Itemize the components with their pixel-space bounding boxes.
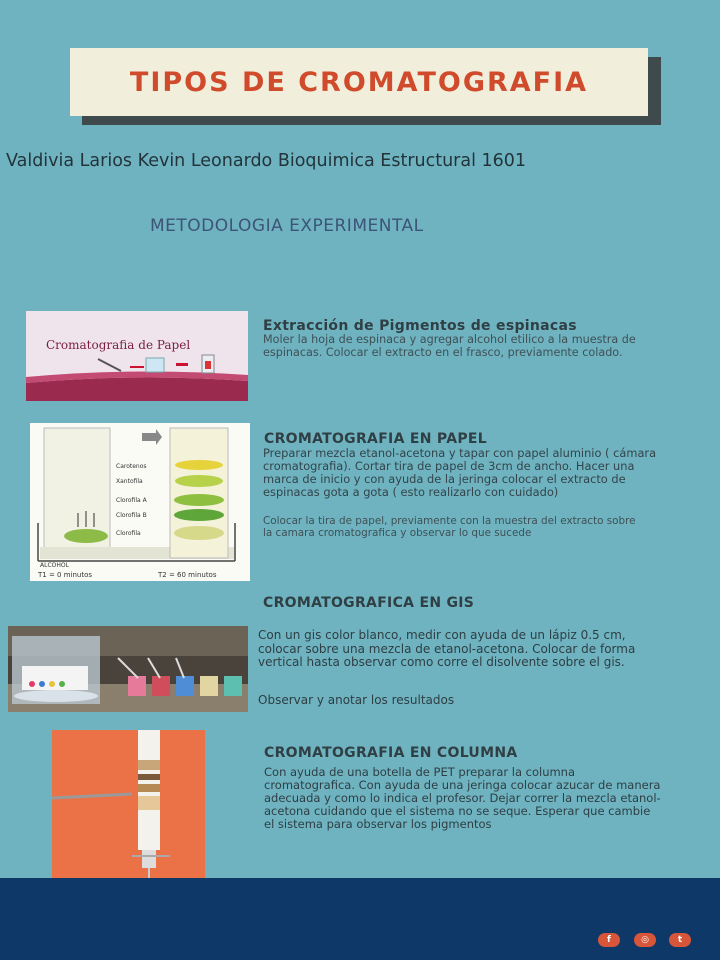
time-label-t1: T1 = 0 minutos [38, 571, 93, 579]
paper-chromatography-diagram [30, 423, 250, 581]
section-text-extraction: Moler la hoja de espinaca y agregar alcohol etilico a la muestra de espinacas. Colocar el extracto en el frasco, previamente colado. [263, 333, 636, 359]
section-title-paper: CROMATOGRAFIA EN PAPEL [264, 431, 487, 447]
band-label-clorofila: Clorofila [116, 530, 141, 537]
section-title-column: CROMATOGRAFIA EN COLUMNA [264, 745, 518, 761]
section-text-chalk-2: Observar y anotar los resultados [258, 693, 455, 707]
section-title-extraction: Extracción de Pigmentos de espinacas [263, 318, 577, 334]
author-line: Valdivia Larios Kevin Leonardo Bioquimica Estructural 1601 [6, 151, 527, 171]
band-label-carotenos: Carotenos [116, 463, 147, 470]
chalk-chromatography-image [8, 626, 248, 712]
section-text-paper: Preparar mezcla etanol-acetona y tapar con papel aluminio ( cámara cromatografia). Cortar tira de papel de 3cm de ancho. Hacer una marca de inicio y con ayuda de la jeringa colocar el extracto de espinacas gota a gota ( esto realizarlo con cuidado) [263, 446, 657, 499]
section-title-chalk: CROMATOGRAFICA EN GIS [263, 595, 475, 611]
footer-bar [0, 878, 720, 960]
section-subtitle: METODOLOGIA EXPERIMENTAL [150, 216, 424, 236]
time-label-t2: T2 = 60 minutos [158, 571, 217, 579]
paper-chromatography-image [26, 311, 248, 401]
facebook-icon[interactable]: f [598, 933, 620, 947]
section-text-chalk: Con un gis color blanco, medir con ayuda de un lápiz 0.5 cm, colocar sobre una mezcla de etanol-acetona. Colocar de forma vertical hasta observar como corre el disolvente sobre el gis. [258, 628, 636, 669]
band-label-clorofila-b: Clorofila B [116, 512, 147, 519]
instagram-icon[interactable]: ◎ [634, 933, 656, 947]
section-text-paper-2: Colocar la tira de papel, previamente con la muestra del extracto sobre la camara cromatografica y observar lo que sucede [263, 515, 636, 539]
section-text-column: Con ayuda de una botella de PET preparar la columna cromatografica. Con ayuda de una jeringa colocar azucar de manera adecuada y como lo indica el profesor. Dejar correr la mezcla etanol-acetona cuidando que el sistema no se seque. Esperar que cambie el sistema para observar los pigmentos [264, 765, 661, 831]
page-title: TIPOS DE CROMATOGRAFIA [129, 66, 589, 98]
band-label-clorofila-a: Clorofila A [116, 497, 147, 504]
band-label-xantofila: Xantofila [116, 478, 143, 485]
image-caption: Cromatografia de Papel [46, 338, 191, 352]
solvent-label: ALCOHOL [40, 562, 69, 569]
column-chromatography-image [52, 730, 205, 878]
title-banner [70, 48, 648, 116]
twitter-icon[interactable]: t [669, 933, 691, 947]
